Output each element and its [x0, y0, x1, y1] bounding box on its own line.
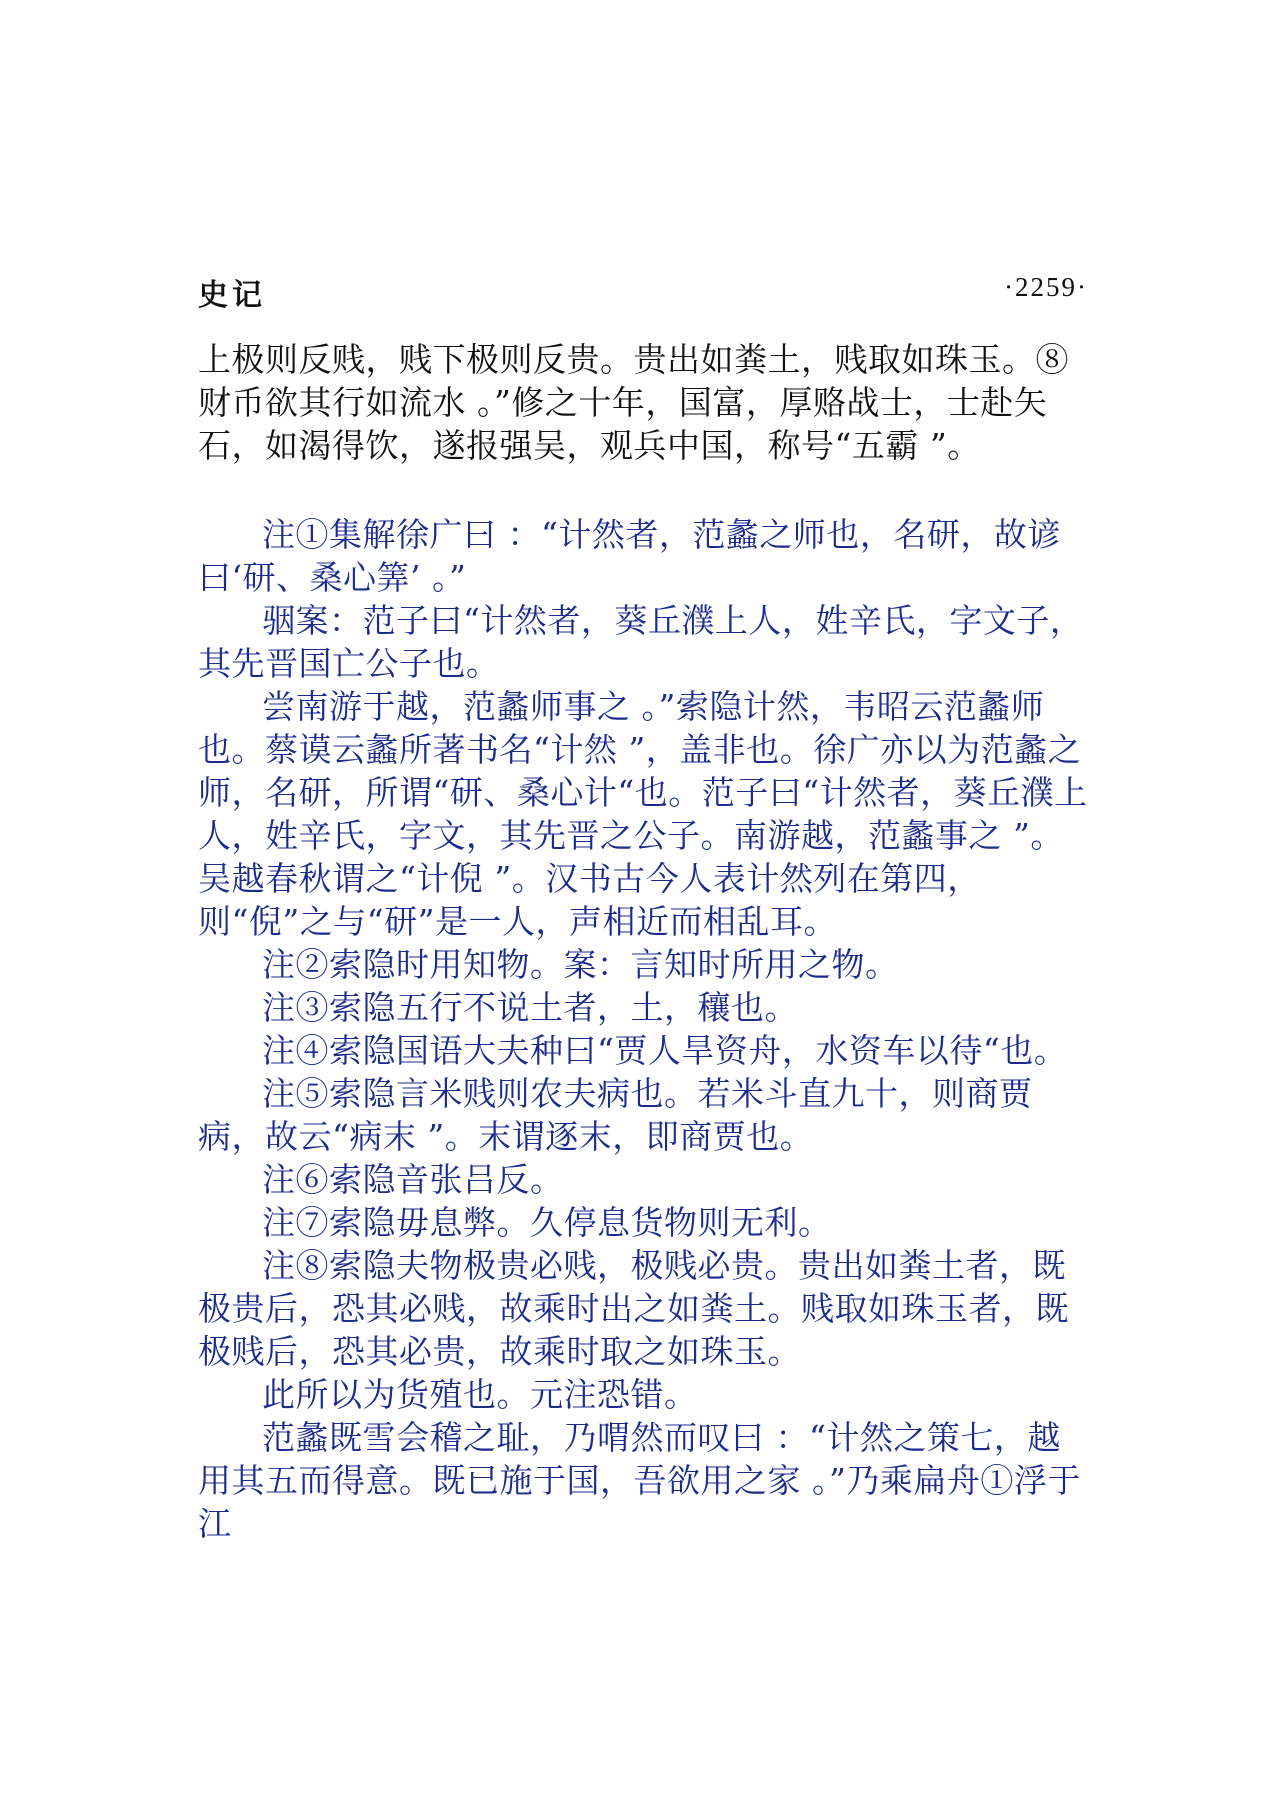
page-number: ·2259·	[1004, 272, 1088, 302]
note-paragraph: 注④索隐国语大夫种曰“贾人旱资舟，水资车以待“也。	[262, 1031, 1068, 1070]
body-paragraph: 上极则反贱，贱下极则反贵。贵出如粪土，贱取如珠玉。⑧财币欲其行如流水 。”修之十年，国富，厚赂战士，士赴矢石，如渴得饮，遂报强吴，观兵中国，称号“五霸 ”。	[198, 340, 1069, 465]
note-paragraph: 范蠡既雪会稽之耻，乃喟然而叹曰 ：“计然之策七，越用其五而得意。既已施于国，吾欲用之家 。”乃乘扁舟①浮于江	[198, 1418, 1081, 1543]
note-paragraph: 骃案：范子曰“计然者，葵丘濮上人，姓辛氏，字文子，其先晋国亡公子也。	[198, 601, 1084, 683]
note-paragraph: 注⑤索隐言米贱则农夫病也。若米斗直九十，则商贾病，故云“病末 ”。末谓逐末，即商贾也。	[198, 1074, 1033, 1156]
note-paragraph: 尝南游于越，范蠡师事之 。”索隐计然，韦昭云范蠡师也。蔡谟云蠡所著书名“计然 ”，盖非也。徐广亦以为范蠡之师，名研，所谓“研、桑心计“也。范子曰“计然者，葵丘濮上人，姓辛氏，字文，其先晋之公子。南游越，范蠡事之 ”。吴越春秋谓之“计倪 ”。汉书古今人表计然列在第四，则“倪”之与“研”是一人，声相近而相乱耳。	[198, 687, 1088, 941]
note-paragraph: 此所以为货殖也。元注恐错。	[262, 1375, 698, 1414]
note-paragraph: 注⑧索隐夫物极贵必贱，极贱必贵。贵出如粪土者，既极贵后，恐其必贱，故乘时出之如粪土。贱取如珠玉者，既极贱后，恐其必贵，故乘时取之如珠玉。	[198, 1246, 1069, 1371]
note-paragraph: 注①集解徐广曰 ：“计然者，范蠡之师也，名研，故谚曰‘研、桑心筭’ 。”	[198, 515, 1061, 597]
notes-section	[198, 513, 1088, 1545]
note-paragraph: 注③索隐五行不说土者，土，穰也。	[262, 988, 798, 1027]
note-paragraph: 注⑦索隐毋息弊。久停息货物则无利。	[262, 1203, 832, 1242]
note-paragraph: 注②索隐时用知物。案：言知时所用之物。	[262, 945, 899, 984]
note-paragraph: 注⑥索隐音张吕反。	[262, 1160, 564, 1199]
book-title: 史记	[198, 278, 266, 313]
page-header	[198, 270, 1088, 318]
document-page	[198, 270, 1088, 1545]
